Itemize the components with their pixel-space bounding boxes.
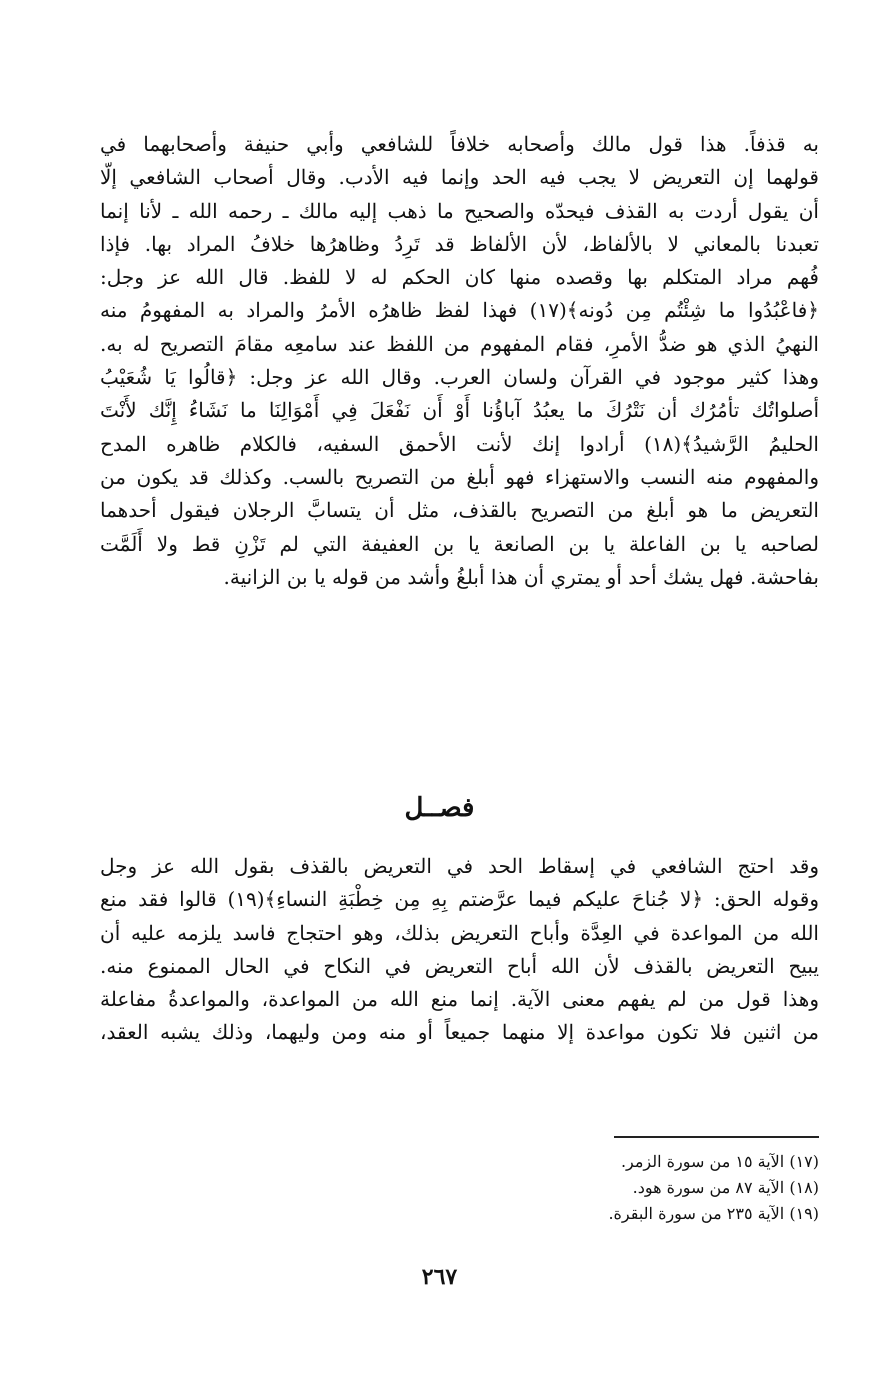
paragraph-2 <box>100 850 819 1050</box>
text-line: ﴿فاعْبُدُوا ما شِئْتُم مِن دُونه﴾(١٧) فهذا لفظ ظاهرُه الأمرُ والمراد به المفهومُ منه <box>100 298 819 323</box>
footnotes <box>400 1149 819 1227</box>
text-line: والمفهوم منه النسب والاستهزاء فهو أبلغ من التصريح بالسب. وكذلك قد يكون من <box>100 464 819 489</box>
text-line: وقوله الحق: ﴿لا جُناحَ عليكم فيما عرَّضتم بِهِ مِن خِطْبَةِ النساءِ﴾(١٩) قالوا فقد منع <box>100 887 819 912</box>
text-line: لصاحبه يا بن الفاعلة يا بن الصانعة يا بن العفيفة التي لم تَزْنِ قط ولا أَلَمَّت <box>100 531 819 556</box>
text-line: به قذفاً. هذا قول مالك وأصحابه خلافاً للشافعي وأبي حنيفة وأصحابهما في <box>100 132 819 156</box>
text-line: بفاحشة. فهل يشك أحد أو يمتري أن هذا أبلغُ وأشد من قوله يا بن الزانية. <box>223 564 819 589</box>
text-line: تعبدنا بالمعاني لا بالألفاظ، لأن الألفاظ قد تَرِدُ وظاهرُها خلافُ المراد بها. فإذا <box>100 231 819 256</box>
footnote-19: (١٩) الآية ٢٣٥ من سورة البقرة. <box>608 1204 819 1223</box>
footnote-17: (١٧) الآية ١٥ من سورة الزمر. <box>620 1152 819 1171</box>
text-line: وهذا قول من لم يفهم معنى الآية. إنما منع الله من المواعدة، والمواعدةُ مفاعلة <box>100 987 819 1012</box>
text-line: فُهم مراد المتكلم بها وقصده منها كان الحكم له لا للفظ. قال الله عز وجل: <box>100 265 819 290</box>
text-line: قولهما إن التعريض لا يجب فيه الحد وإنما فيه الأدب. وقال أصحاب الشافعي إلّا <box>100 165 819 190</box>
text-line: الله من المواعدة في العِدَّة وأباح التعريض بذلك، وهو احتجاج فاسد يلزمه عليه أن <box>100 920 819 945</box>
text-line: التعريض ما هو أبلغ من التصريح بالقذف، مثل أن يتسابَّ الرجلان فيقول أحدهما <box>100 498 819 523</box>
page-number: ٢٦٧ <box>421 1264 458 1290</box>
footnote-18: (١٨) الآية ٨٧ من سورة هود. <box>632 1178 819 1197</box>
text-line: أن يقول أردت به القذف فيحدّه والصحيح ما ذهب إليه مالك ـ رحمه الله ـ لأنا إنما <box>100 198 819 223</box>
text-line: وهذا كثير موجود في القرآن ولسان العرب. وقال الله عز وجل: ﴿قالُوا يَا شُعَيْبُ <box>100 365 819 390</box>
section-heading: فصــل <box>404 793 475 823</box>
text-line: النهيُ الذي هو ضدُّ الأمرِ، فقام المفهوم من اللفظ عند سامعِه مقامَ التصريح له به. <box>100 331 819 356</box>
text-line: الحليمُ الرَّشيدُ﴾(١٨) أرادوا إنك لأنت الأحمق السفيه، فالكلام ظاهره المدح <box>100 431 819 456</box>
footnote-divider <box>614 1136 819 1138</box>
text-line: أصلواتُك تأمُرُك أن نَتْرُكَ ما يعبُدُ آباؤُنا أَوْ أَن نَفْعَلَ فِي أَمْوَالِنَا ما نَشَاءُ إِنَّك لأَنْتَ <box>100 398 819 423</box>
text-line: من اثنين فلا تكون مواعدة إلا منهما جميعاً أو منه ومن وليهما، وذلك يشبه العقد، <box>100 1020 819 1045</box>
text-line: يبيح التعريض بالقذف لأن الله أباح التعريض في النكاح في الحال الممنوع منه. <box>100 953 819 978</box>
text-line: وقد احتج الشافعي في إسقاط الحد في التعريض بالقذف بقول الله عز وجل <box>100 854 819 878</box>
paragraph-1 <box>100 128 819 594</box>
